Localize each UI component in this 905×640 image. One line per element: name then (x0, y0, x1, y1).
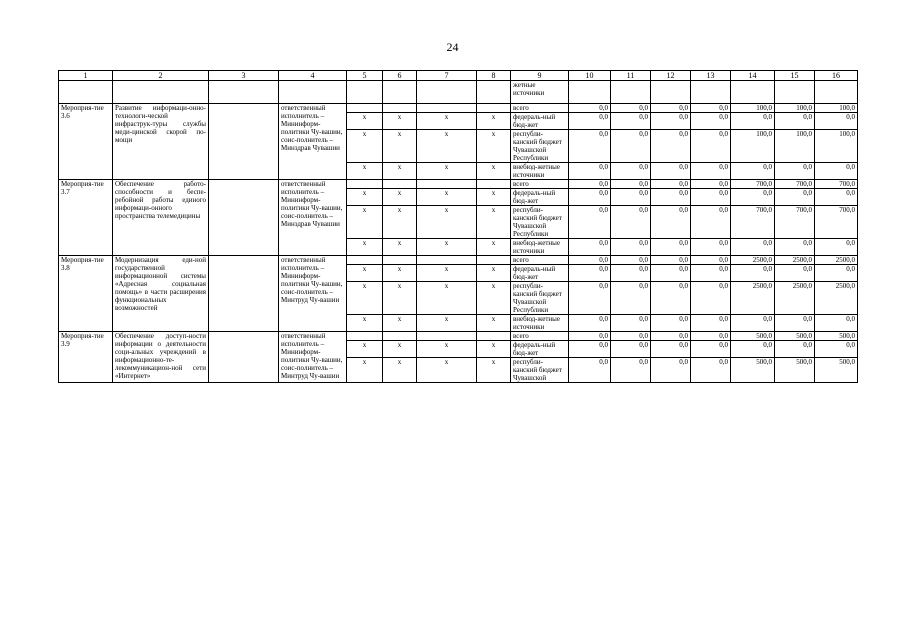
amount-cell: 2500,0 (815, 256, 858, 265)
code-cell (417, 180, 477, 189)
amount-cell: 0,0 (651, 256, 691, 265)
code-cell (417, 104, 477, 113)
code-cell: x (477, 189, 511, 206)
amount-cell: 100,0 (775, 130, 815, 163)
column-number: 12 (651, 71, 691, 81)
code-cell: x (417, 130, 477, 163)
amount-cell: 500,0 (775, 332, 815, 341)
code-cell: x (477, 358, 511, 383)
empty-cell (383, 81, 417, 104)
amount-cell: 500,0 (815, 358, 858, 383)
amount-cell: 700,0 (731, 180, 775, 189)
column-number: 7 (417, 71, 477, 81)
empty-cell (815, 81, 858, 104)
measure-executor: ответственный исполнитель – Мининформ-политики Чу-вашии, соис-полнитель – Минтруд Чу-вашии (279, 256, 347, 332)
amount-cell: 0,0 (611, 315, 651, 332)
amount-cell: 0,0 (651, 180, 691, 189)
code-cell: x (417, 239, 477, 256)
measure-title: Обеспечение работо-способности и беспе-ребойной работы единого информаци-онного пространства телемедицины (113, 180, 209, 256)
amount-cell: 0,0 (775, 341, 815, 358)
column-number: 5 (347, 71, 383, 81)
funding-source: внебюд-жетные источники (511, 239, 569, 256)
funding-source: федераль-ный бюд-жет (511, 341, 569, 358)
amount-cell: 500,0 (775, 358, 815, 383)
amount-cell: 0,0 (611, 113, 651, 130)
code-cell: x (417, 358, 477, 383)
code-cell: x (347, 239, 383, 256)
amount-cell: 0,0 (691, 206, 731, 239)
amount-cell: 0,0 (691, 113, 731, 130)
column-number-row (59, 71, 858, 81)
empty-cell (611, 81, 651, 104)
amount-cell: 700,0 (775, 206, 815, 239)
funding-source: всего (511, 104, 569, 113)
amount-cell: 100,0 (815, 130, 858, 163)
amount-cell: 0,0 (611, 282, 651, 315)
amount-cell: 500,0 (731, 332, 775, 341)
budget-table (58, 70, 858, 383)
code-cell: x (383, 239, 417, 256)
amount-cell: 0,0 (611, 332, 651, 341)
amount-cell: 0,0 (775, 113, 815, 130)
code-cell: x (417, 282, 477, 315)
measure-id: Мероприя-тие 3.8 (59, 256, 113, 332)
amount-cell: 0,0 (569, 265, 611, 282)
amount-cell: 700,0 (815, 180, 858, 189)
empty-cell (417, 81, 477, 104)
amount-cell: 0,0 (611, 358, 651, 383)
amount-cell: 0,0 (611, 206, 651, 239)
code-cell: x (383, 113, 417, 130)
amount-cell: 0,0 (651, 239, 691, 256)
amount-cell: 0,0 (611, 189, 651, 206)
funding-source: всего (511, 332, 569, 341)
amount-cell: 0,0 (569, 130, 611, 163)
amount-cell: 700,0 (731, 206, 775, 239)
empty-cell (477, 81, 511, 104)
empty-cell (113, 81, 209, 104)
code-cell: x (347, 315, 383, 332)
empty-cell (731, 81, 775, 104)
measure-id: Мероприя-тие 3.7 (59, 180, 113, 256)
empty-cell (279, 81, 347, 104)
amount-cell: 0,0 (611, 163, 651, 180)
amount-cell: 2500,0 (731, 282, 775, 315)
code-cell: x (347, 206, 383, 239)
amount-cell: 0,0 (651, 358, 691, 383)
column-number: 11 (611, 71, 651, 81)
amount-cell: 2500,0 (775, 256, 815, 265)
code-cell (477, 180, 511, 189)
amount-cell: 0,0 (691, 256, 731, 265)
funding-source: республи-канский бюджет Чувашской Республики (511, 130, 569, 163)
amount-cell: 0,0 (731, 189, 775, 206)
empty-cell (691, 81, 731, 104)
code-cell: x (417, 189, 477, 206)
amount-cell: 0,0 (651, 163, 691, 180)
table-row (59, 332, 858, 341)
amount-cell: 0,0 (731, 163, 775, 180)
amount-cell: 0,0 (815, 163, 858, 180)
funding-source: всего (511, 180, 569, 189)
code-cell: x (347, 113, 383, 130)
code-cell (383, 256, 417, 265)
amount-cell: 0,0 (651, 189, 691, 206)
code-cell: x (383, 130, 417, 163)
amount-cell: 0,0 (569, 189, 611, 206)
code-cell (347, 332, 383, 341)
code-cell: x (383, 315, 417, 332)
amount-cell: 0,0 (691, 332, 731, 341)
amount-cell: 0,0 (691, 163, 731, 180)
code-cell: x (383, 341, 417, 358)
empty-cell (209, 104, 279, 180)
code-cell: x (477, 341, 511, 358)
amount-cell: 0,0 (731, 341, 775, 358)
amount-cell: 2500,0 (775, 282, 815, 315)
amount-cell: 0,0 (651, 104, 691, 113)
measure-id: Мероприя-тие 3.6 (59, 104, 113, 180)
funding-source: внебюд-жетные источники (511, 315, 569, 332)
column-number: 1 (59, 71, 113, 81)
code-cell: x (417, 163, 477, 180)
code-cell: x (477, 113, 511, 130)
amount-cell: 0,0 (611, 239, 651, 256)
amount-cell: 0,0 (569, 341, 611, 358)
code-cell: x (477, 315, 511, 332)
code-cell: x (383, 265, 417, 282)
column-number: 15 (775, 71, 815, 81)
measure-executor: ответственный исполнитель – Мининформ-политики Чу-вашии, соис-полнитель – Минздрав Чувашии (279, 180, 347, 256)
code-cell: x (383, 206, 417, 239)
amount-cell: 0,0 (611, 256, 651, 265)
amount-cell: 0,0 (731, 315, 775, 332)
amount-cell: 0,0 (815, 341, 858, 358)
continuation-row (59, 81, 858, 104)
code-cell: x (477, 265, 511, 282)
amount-cell: 0,0 (815, 315, 858, 332)
table-row (59, 104, 858, 113)
code-cell: x (347, 282, 383, 315)
code-cell: x (347, 358, 383, 383)
measure-title: Развитие информаци-онно-технологи-ческой инфраструк-туры службы меди-цинской скорой по-мощи (113, 104, 209, 180)
funding-source: внебюд-жетные источники (511, 163, 569, 180)
amount-cell: 500,0 (731, 358, 775, 383)
amount-cell: 0,0 (815, 265, 858, 282)
amount-cell: 0,0 (569, 104, 611, 113)
amount-cell: 0,0 (611, 180, 651, 189)
empty-cell (209, 81, 279, 104)
amount-cell: 0,0 (691, 130, 731, 163)
column-number: 10 (569, 71, 611, 81)
code-cell: x (417, 206, 477, 239)
amount-cell: 0,0 (611, 130, 651, 163)
amount-cell: 0,0 (651, 130, 691, 163)
amount-cell: 0,0 (651, 315, 691, 332)
amount-cell: 2500,0 (815, 282, 858, 315)
code-cell (477, 256, 511, 265)
code-cell: x (347, 265, 383, 282)
amount-cell: 0,0 (691, 282, 731, 315)
empty-cell (651, 81, 691, 104)
amount-cell: 0,0 (815, 189, 858, 206)
amount-cell: 0,0 (775, 163, 815, 180)
amount-cell: 0,0 (691, 358, 731, 383)
code-cell: x (417, 341, 477, 358)
code-cell (417, 256, 477, 265)
column-number: 9 (511, 71, 569, 81)
amount-cell: 0,0 (651, 265, 691, 282)
code-cell (383, 104, 417, 113)
code-cell: x (417, 113, 477, 130)
table-row (59, 256, 858, 265)
amount-cell: 0,0 (569, 239, 611, 256)
column-number: 4 (279, 71, 347, 81)
code-cell (417, 332, 477, 341)
amount-cell: 0,0 (691, 189, 731, 206)
column-number: 3 (209, 71, 279, 81)
funding-source: федераль-ный бюд-жет (511, 189, 569, 206)
amount-cell: 500,0 (815, 332, 858, 341)
amount-cell: 0,0 (731, 239, 775, 256)
funding-source: федераль-ный бюд-жет (511, 113, 569, 130)
funding-source: федераль-ный бюд-жет (511, 265, 569, 282)
code-cell: x (383, 358, 417, 383)
amount-cell: 0,0 (611, 104, 651, 113)
amount-cell: 0,0 (691, 341, 731, 358)
amount-cell: 0,0 (691, 239, 731, 256)
measure-id: Мероприя-тие 3.9 (59, 332, 113, 383)
code-cell: x (477, 239, 511, 256)
amount-cell: 0,0 (569, 282, 611, 315)
column-number: 6 (383, 71, 417, 81)
amount-cell: 0,0 (611, 265, 651, 282)
amount-cell: 2500,0 (731, 256, 775, 265)
column-number: 14 (731, 71, 775, 81)
code-cell: x (383, 282, 417, 315)
code-cell: x (347, 163, 383, 180)
amount-cell: 0,0 (815, 113, 858, 130)
funding-source: республи-канский бюджет Чувашской (511, 358, 569, 383)
code-cell: x (417, 265, 477, 282)
column-number: 2 (113, 71, 209, 81)
amount-cell: 0,0 (691, 265, 731, 282)
amount-cell: 0,0 (569, 113, 611, 130)
funding-source: республи-канский бюджет Чувашской Республики (511, 282, 569, 315)
funding-source: жетные источники (511, 81, 569, 104)
amount-cell: 0,0 (651, 341, 691, 358)
column-number: 8 (477, 71, 511, 81)
amount-cell: 0,0 (651, 282, 691, 315)
empty-cell (209, 332, 279, 383)
empty-cell (347, 81, 383, 104)
code-cell: x (477, 163, 511, 180)
code-cell (477, 332, 511, 341)
code-cell (477, 104, 511, 113)
table-row (59, 180, 858, 189)
code-cell: x (347, 341, 383, 358)
code-cell: x (477, 282, 511, 315)
column-number: 13 (691, 71, 731, 81)
funding-source: всего (511, 256, 569, 265)
page-number: 24 (446, 40, 459, 54)
amount-cell: 100,0 (731, 104, 775, 113)
funding-source: республи-канский бюджет Чувашской Республики (511, 206, 569, 239)
code-cell: x (417, 315, 477, 332)
amount-cell: 100,0 (815, 104, 858, 113)
amount-cell: 100,0 (731, 130, 775, 163)
amount-cell: 0,0 (775, 265, 815, 282)
code-cell (383, 180, 417, 189)
amount-cell: 0,0 (611, 341, 651, 358)
amount-cell: 0,0 (569, 206, 611, 239)
amount-cell: 0,0 (569, 332, 611, 341)
code-cell (347, 180, 383, 189)
amount-cell: 0,0 (651, 332, 691, 341)
code-cell: x (383, 189, 417, 206)
amount-cell: 0,0 (691, 315, 731, 332)
amount-cell: 0,0 (569, 180, 611, 189)
amount-cell: 100,0 (775, 104, 815, 113)
code-cell: x (383, 163, 417, 180)
amount-cell: 700,0 (775, 180, 815, 189)
measure-title: Обеспечение доступ-ности информации о деятельности соци-альных учреждений в информационно-те-лекоммуникацион-ной сети «Интернет» (113, 332, 209, 383)
amount-cell: 0,0 (569, 163, 611, 180)
amount-cell: 0,0 (651, 206, 691, 239)
amount-cell: 0,0 (815, 239, 858, 256)
amount-cell: 0,0 (569, 256, 611, 265)
empty-cell (59, 81, 113, 104)
amount-cell: 0,0 (731, 113, 775, 130)
measure-executor: ответственный исполнитель – Мининформ-политики Чу-вашии, соис-полнитель – Минтруд Чу-вашии (279, 332, 347, 383)
code-cell: x (477, 130, 511, 163)
measure-title: Модернизация еди-ной государственной информационной системы «Адресная социальная помощь» в части расширения функциональных возможностей (113, 256, 209, 332)
amount-cell: 0,0 (651, 113, 691, 130)
code-cell (347, 256, 383, 265)
code-cell: x (347, 189, 383, 206)
empty-cell (775, 81, 815, 104)
amount-cell: 0,0 (691, 104, 731, 113)
measure-executor: ответственный исполнитель – Мининформ-политики Чу-вашии, соис-полнитель – Минздрав Чувашии (279, 104, 347, 180)
amount-cell: 0,0 (569, 358, 611, 383)
empty-cell (209, 256, 279, 332)
code-cell: x (477, 206, 511, 239)
amount-cell: 0,0 (569, 315, 611, 332)
empty-cell (209, 180, 279, 256)
amount-cell: 0,0 (775, 239, 815, 256)
amount-cell: 0,0 (775, 189, 815, 206)
code-cell (347, 104, 383, 113)
code-cell (383, 332, 417, 341)
code-cell: x (347, 130, 383, 163)
amount-cell: 0,0 (731, 265, 775, 282)
column-number: 16 (815, 71, 858, 81)
amount-cell: 700,0 (815, 206, 858, 239)
empty-cell (569, 81, 611, 104)
amount-cell: 0,0 (691, 180, 731, 189)
amount-cell: 0,0 (775, 315, 815, 332)
